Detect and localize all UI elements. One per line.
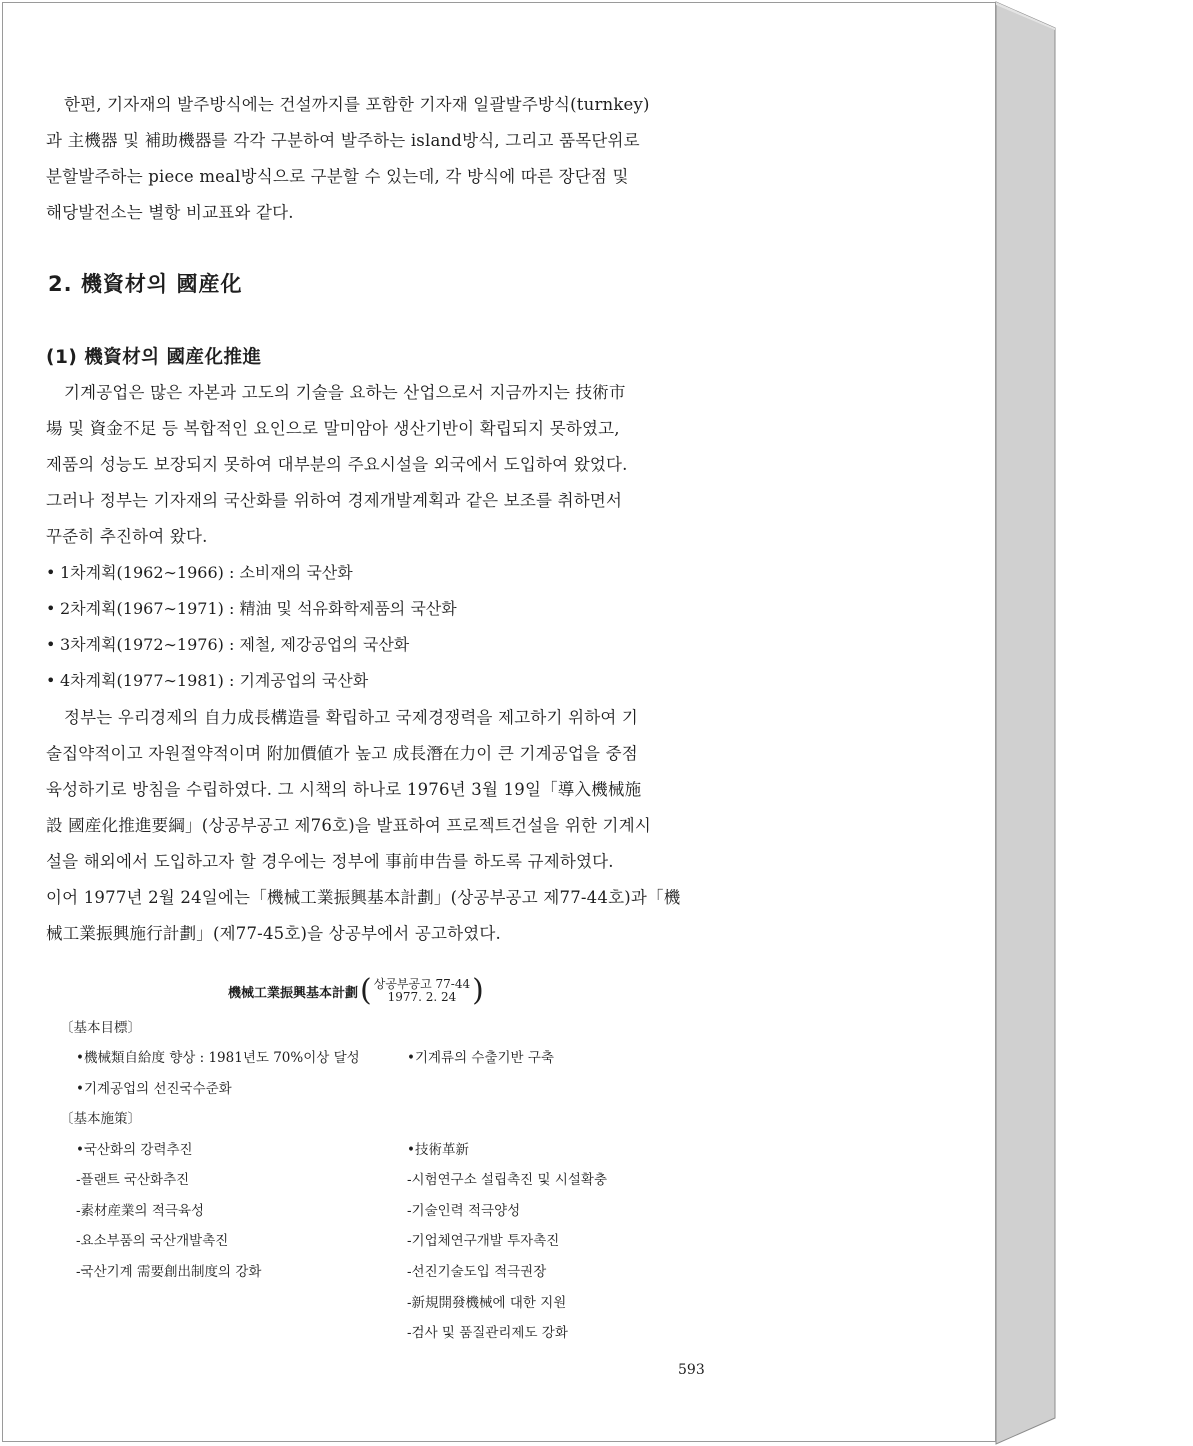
bullet-icon: • [46, 671, 56, 690]
paragraph-line: 設 國産化推進要綱」(상공부공고 제76호)을 발표하여 프로젝트건설을 위한 기계시 [46, 816, 651, 835]
goal-item: •기계류의 수출기반 구축 [407, 1050, 554, 1066]
plan-item: • 4차계획(1977∼1981) : 기계공업의 국산화 [46, 663, 706, 699]
paragraph-line: 술집약적이고 자원절약적이며 附加價値가 높고 成長潛在力이 큰 기계공업을 중점 [46, 744, 638, 763]
intro-line: 분할발주하는 piece meal방식으로 구분할 수 있는데, 각 방식에 따른 장단점 및 [46, 167, 629, 186]
policy-left-item: •국산화의 강력추진 [76, 1142, 193, 1158]
policy-left-item: -요소부품의 국산개발촉진 [76, 1233, 229, 1249]
paragraph-line: 정부는 우리경제의 自力成長構造를 확립하고 국제경쟁력을 제고하기 위하여 기 [64, 708, 639, 727]
paragraph-1 [46, 375, 706, 555]
plan-item: • 2차계획(1967∼1971) : 精油 및 석유화학제품의 국산화 [46, 591, 706, 627]
page-number: 593 [678, 1362, 705, 1378]
policy-right-item: -新規開發機械에 대한 지원 [407, 1295, 567, 1311]
paragraph-line: 그러나 정부는 기자재의 국산화를 위하여 경제개발계획과 같은 보조를 취하면서 [46, 491, 623, 510]
intro-line: 한편, 기자재의 발주방식에는 건설까지를 포함한 기자재 일괄발주방식(turnkey) [64, 95, 650, 114]
paragraph-line: 이어 1977년 2월 24일에는「機械工業振興基本計劃」(상공부공고 제77-44호)과「機 [46, 888, 681, 907]
intro-line: 해당발전소는 별항 비교표와 같다. [46, 203, 294, 222]
intro-line: 과 主機器 및 補助機器를 각각 구분하여 발주하는 island방식, 그리고 품목단위로 [46, 131, 640, 150]
plans-list [46, 555, 706, 699]
policy-right-item: •技術革新 [407, 1142, 469, 1158]
basic-plan-date: 1977. 2. 24 [387, 990, 457, 1004]
basic-plan-title [228, 973, 486, 1008]
basic-plan-name: 機械工業振興基本計劃 [228, 985, 359, 1001]
policy-left-item: -素材産業의 적극육성 [76, 1203, 205, 1219]
paragraph-line: 설을 해외에서 도입하고자 할 경우에는 정부에 事前申告를 하도록 규제하였다. [46, 852, 614, 871]
close-paren: ) [472, 973, 484, 1008]
basic-plan-source [374, 978, 470, 1004]
goal-item: •기계공업의 선진국수준화 [76, 1081, 232, 1097]
plan-item: • 3차계획(1972∼1976) : 제철, 제강공업의 국산화 [46, 627, 706, 663]
policy-right-item: -기술인력 적극양성 [407, 1203, 521, 1219]
bullet-icon: • [46, 635, 56, 654]
paragraph-2 [46, 700, 706, 952]
subsection-title: (1) 機資材의 國産化推進 [46, 347, 262, 368]
policy-right-item: -선진기술도입 적극권장 [407, 1264, 547, 1280]
paragraph-line: 제품의 성능도 보장되지 못하여 대부분의 주요시설을 외국에서 도입하여 왔었다. [46, 455, 628, 474]
paragraph-line: 械工業振興施行計劃」(제77-45호)을 상공부에서 공고하였다. [46, 924, 501, 943]
paragraph-line: 육성하기로 방침을 수립하였다. 그 시책의 하나로 1976년 3월 19일「導入機械施 [46, 780, 642, 799]
open-paren: ( [360, 973, 372, 1008]
policy-right-item: -기업체연구개발 투자촉진 [407, 1233, 560, 1249]
intro-paragraph [46, 87, 706, 231]
goal-item: •機械類自給度 향상 : 1981년도 70%이상 달성 [76, 1050, 360, 1066]
policy-header: 〔基本施策〕 [60, 1111, 141, 1127]
policy-right-item: -시험연구소 설립촉진 및 시설확충 [407, 1172, 608, 1188]
section-title: 2. 機資材의 國産化 [48, 272, 243, 296]
bullet-icon: • [46, 563, 56, 582]
paragraph-line: 場 및 資金不足 등 복합적인 요인으로 말미암아 생산기반이 확립되지 못하였고, [46, 419, 620, 438]
policy-right-item: -검사 및 품질관리제도 강화 [407, 1325, 568, 1341]
goals-header: 〔基本目標〕 [60, 1020, 141, 1036]
policy-left-item: -플랜트 국산화추진 [76, 1172, 190, 1188]
basic-plan-notice: 상공부공고 77-44 [373, 977, 471, 991]
plan-item: • 1차계획(1962∼1966) : 소비재의 국산화 [46, 555, 706, 591]
policy-left-item: -국산기계 需要創出制度의 강화 [76, 1264, 262, 1280]
paragraph-line: 기계공업은 많은 자본과 고도의 기술을 요하는 산업으로서 지금까지는 技術市 [64, 383, 626, 402]
bullet-icon: • [46, 599, 56, 618]
paragraph-line: 꾸준히 추진하여 왔다. [46, 527, 208, 546]
